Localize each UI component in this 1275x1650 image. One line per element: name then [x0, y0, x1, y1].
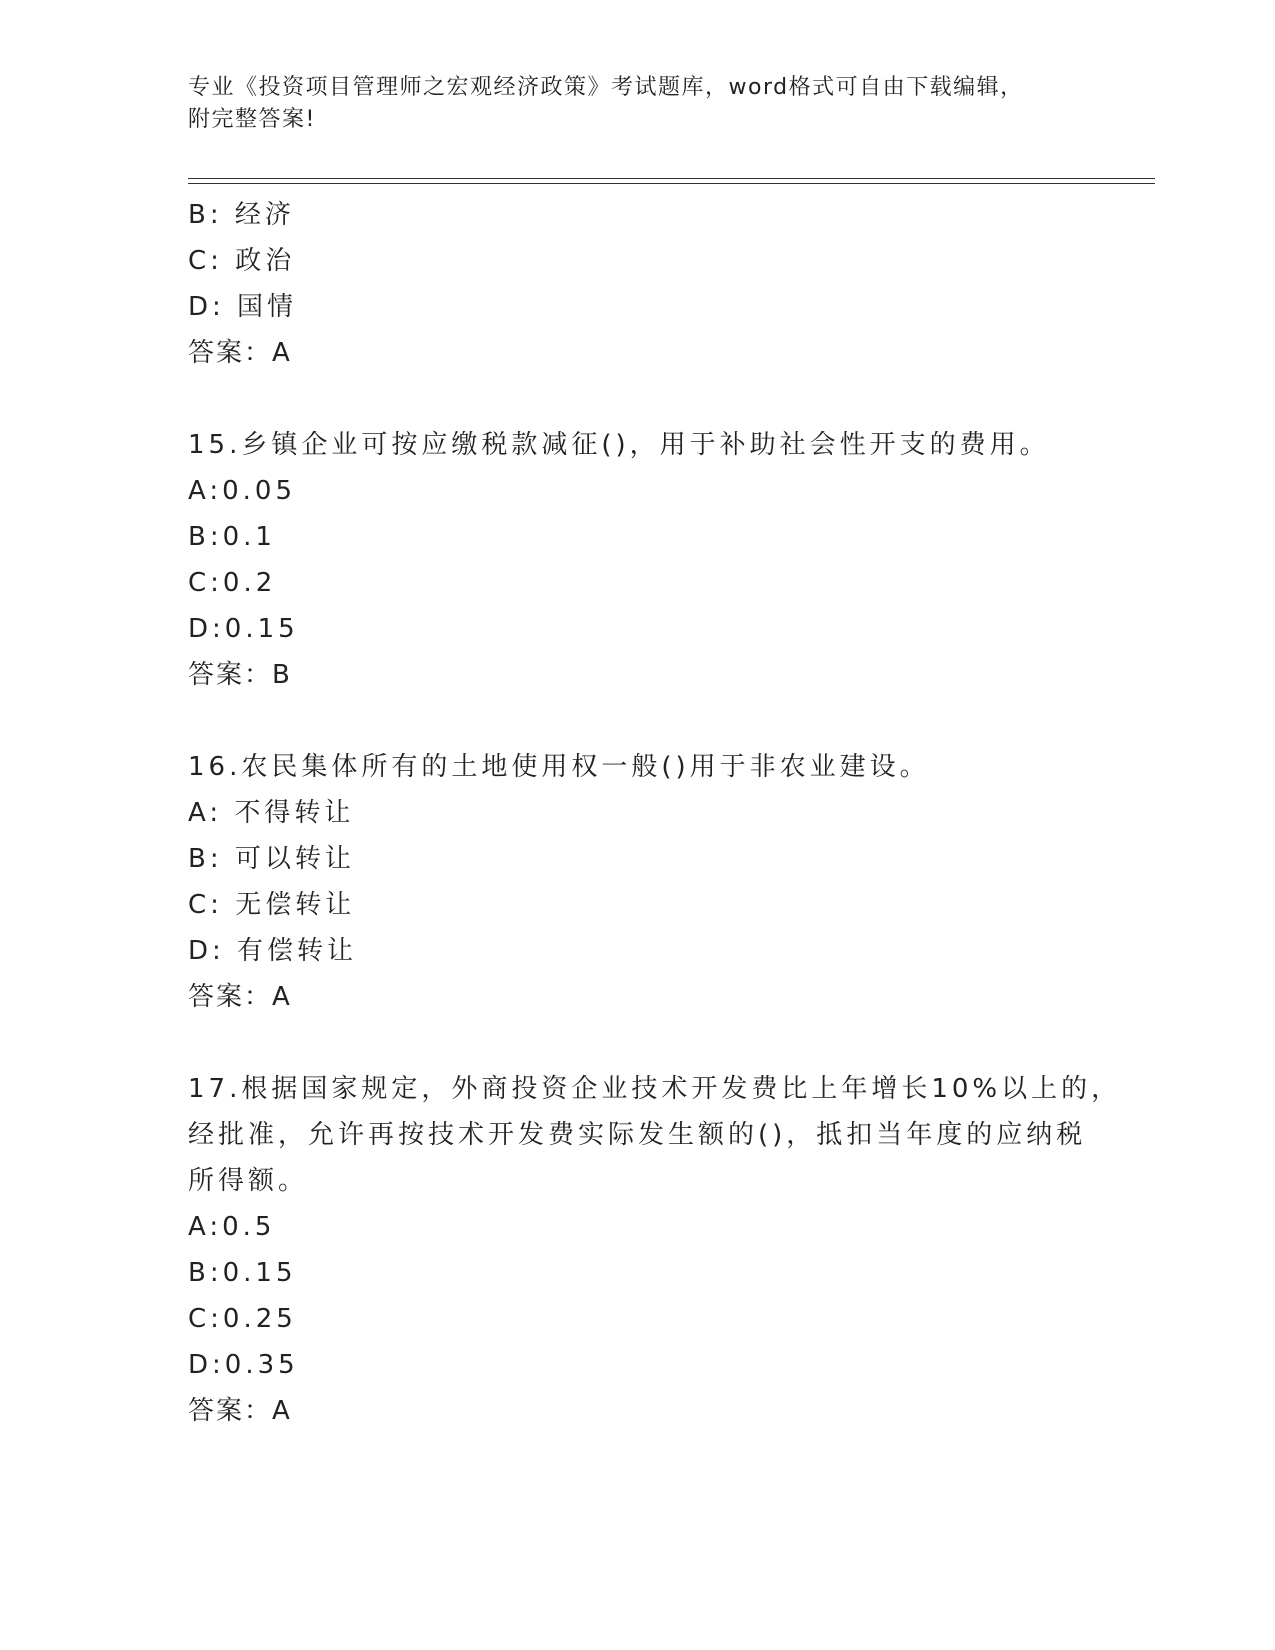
option-row — [188, 514, 1108, 560]
question-text-line: 所得额。 — [188, 1166, 309, 1196]
option-row — [188, 238, 1108, 284]
option-letter: B: — [188, 1258, 223, 1288]
option-letter: C: — [188, 246, 223, 276]
option-letter: D: — [188, 292, 225, 322]
option-letter: C: — [188, 890, 223, 920]
option-row — [188, 790, 1108, 836]
option-text: 0.15 — [222, 1258, 297, 1288]
option-text: 政治 — [235, 246, 296, 276]
answer-row — [188, 652, 1108, 698]
option-row — [188, 928, 1108, 974]
option-row — [188, 468, 1108, 514]
question-16 — [188, 744, 1108, 1020]
option-text: 0.5 — [222, 1212, 276, 1242]
question-text: 16.农民集体所有的土地使用权一般()用于非农业建设。 — [188, 752, 930, 782]
option-text: 0.35 — [224, 1350, 299, 1380]
option-row — [188, 1250, 1108, 1296]
option-text: 不得转让 — [234, 798, 355, 828]
answer-value: A — [272, 982, 293, 1012]
answer-row — [188, 1388, 1108, 1434]
answer-value: A — [272, 338, 293, 368]
header-divider-top — [188, 178, 1155, 179]
option-letter: D: — [188, 1350, 225, 1380]
question-text-line: 经批准，允许再按技术开发费实际发生额的()，抵扣当年度的应纳税 — [188, 1120, 1087, 1150]
option-text: 可以转让 — [234, 844, 355, 874]
answer-label: 答案： — [188, 338, 273, 368]
continued-question — [188, 192, 1108, 376]
question-spacer — [188, 1020, 1108, 1066]
answer-value: B — [272, 660, 293, 690]
answer-label: 答案： — [188, 660, 273, 690]
option-text: 0.25 — [222, 1304, 297, 1334]
option-letter: B: — [188, 522, 223, 552]
option-row — [188, 606, 1108, 652]
option-letter: C: — [188, 568, 223, 598]
option-text: 0.1 — [222, 522, 276, 552]
option-letter: B: — [188, 844, 223, 874]
option-text: 国情 — [237, 292, 298, 322]
option-row — [188, 836, 1108, 882]
option-text: 经济 — [234, 200, 295, 230]
option-letter: D: — [188, 936, 225, 966]
document-header — [188, 72, 1088, 136]
question-spacer — [188, 698, 1108, 744]
option-letter: A: — [188, 798, 223, 828]
option-text: 0.05 — [222, 476, 296, 506]
option-row — [188, 1296, 1108, 1342]
answer-row — [188, 974, 1108, 1020]
option-row — [188, 192, 1108, 238]
option-row — [188, 1342, 1108, 1388]
question-spacer — [188, 376, 1108, 422]
answer-row — [188, 330, 1108, 376]
answer-label: 答案： — [188, 982, 273, 1012]
option-row — [188, 284, 1108, 330]
question-text-line: 17.根据国家规定，外商投资企业技术开发费比上年增长10%以上的， — [188, 1074, 1122, 1104]
option-row — [188, 882, 1108, 928]
question-text: 15.乡镇企业可按应缴税款减征()，用于补助社会性开支的费用。 — [188, 430, 1050, 460]
option-letter: C: — [188, 1304, 223, 1334]
answer-value: A — [272, 1396, 293, 1426]
option-letter: D: — [188, 614, 225, 644]
option-text: 有偿转让 — [237, 936, 358, 966]
option-letter: A: — [188, 1212, 223, 1242]
question-list — [188, 192, 1122, 1434]
option-letter: B: — [188, 200, 223, 230]
option-letter: A: — [188, 476, 223, 506]
option-text: 0.15 — [224, 614, 299, 644]
option-row — [188, 1204, 1108, 1250]
header-title-line-2: 附完整答案! — [188, 107, 316, 132]
question-17 — [188, 1066, 1122, 1434]
answer-label: 答案： — [188, 1396, 273, 1426]
option-text: 无偿转让 — [235, 890, 356, 920]
option-row — [188, 560, 1108, 606]
option-text: 0.2 — [222, 568, 277, 598]
header-divider-bottom — [188, 183, 1155, 184]
question-15 — [188, 422, 1108, 698]
header-title-line-1: 专业《投资项目管理师之宏观经济政策》考试题库，word格式可自由下载编辑， — [188, 75, 1024, 100]
